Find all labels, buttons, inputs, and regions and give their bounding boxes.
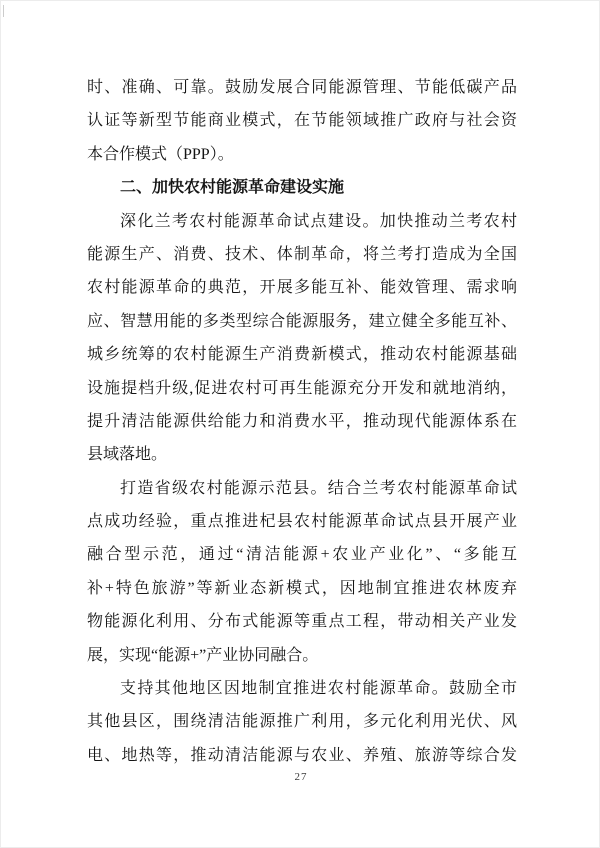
text-line: 融合型示范，通过“清洁能源+农业产业化”、“多能互 (87, 546, 517, 564)
text-line: 电、地热等，推动清洁能源与农业、养殖、旅游等综合发 (87, 746, 517, 764)
text-line: 打造省级农村能源示范县。结合兰考农村能源革命试 (120, 479, 517, 497)
text-line: 认证等新型节能商业模式，在节能领域推广政府与社会资 (87, 112, 517, 130)
text-line: 农村能源革命的典范，开展多能互补、能效管理、需求响 (87, 279, 517, 297)
text-line: 展，实现“能源+”产业协同融合。 (87, 646, 319, 664)
text-line: 县域落地。 (87, 446, 168, 464)
text-line: 补+特色旅游”等新业态新模式，因地制宜推进农林废弃 (87, 579, 517, 597)
text-line: 提升清洁能源供给能力和消费水平，推动现代能源体系在 (87, 412, 517, 430)
text-line: 时、准确、可靠。鼓励发展合同能源管理、节能低碳产品 (87, 79, 517, 96)
text-line: 支持其他地区因地制宜推进农村能源革命。鼓励全市 (120, 680, 517, 698)
text-line: 物能源化利用、分布式能源等重点工程，带动相关产业发 (87, 613, 517, 631)
text-line: 城乡统筹的农村能源生产消费新模式，推动农村能源基础 (87, 346, 517, 364)
scan-edge-artifact (3, 5, 4, 17)
text-line: 其他县区，围绕清洁能源推广利用，多元化利用光伏、风 (87, 713, 517, 731)
text-line: 点成功经验，重点推进杞县农村能源革命试点县开展产业 (87, 513, 517, 531)
page-number: 27 (294, 771, 308, 783)
text-line: 深化兰考农村能源革命试点建设。加快推动兰考农村 (120, 212, 517, 230)
text-block (87, 71, 517, 772)
text-line: 设施提档升级,促进农村可再生能源充分开发和就地消纳， (87, 379, 517, 397)
section-heading: 二、加快农村能源革命建设实施 (120, 179, 345, 197)
text-line: 本合作模式（PPP）。 (87, 145, 234, 163)
text-line: 应、智慧用能的多类型综合能源服务，建立健全多能互补、 (87, 312, 517, 330)
text-line: 能源生产、消费、技术、体制革命，将兰考打造成为全国 (87, 245, 517, 263)
